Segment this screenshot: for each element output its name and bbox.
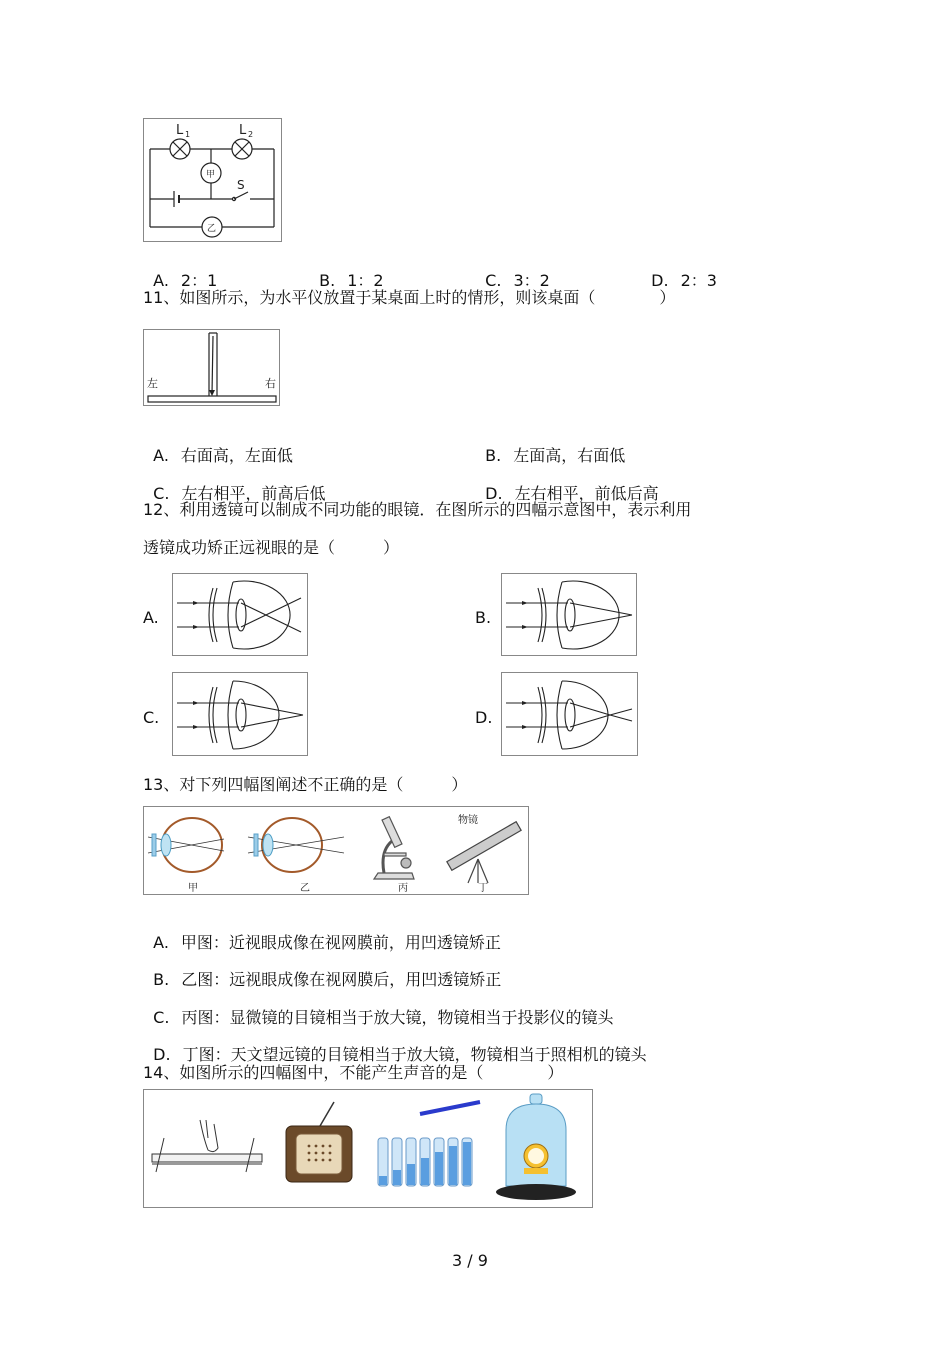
q11-option-b[interactable]: B. 左面高，右面低: [485, 446, 626, 465]
q14-stem: 14、如图所示的四幅图中，不能产生声音的是（ ）: [143, 1063, 564, 1082]
eye-diagram-d: [502, 673, 637, 755]
q12-option-b-eye[interactable]: [501, 573, 637, 656]
q12-option-d-letter[interactable]: D.: [475, 708, 493, 727]
q13-option-a[interactable]: A. 甲图：近视眼成像在视网膜前，用凹透镜矫正: [153, 933, 501, 952]
q10-option-d[interactable]: D. 2：3: [651, 271, 717, 290]
meter-jia-label: 甲: [206, 170, 216, 180]
eye-diagram-b: [502, 574, 636, 655]
switch-label: S: [237, 178, 245, 192]
q12-option-a-letter[interactable]: A.: [143, 608, 159, 627]
q12-stem-line2: 透镜成功矫正远视眼的是（ ）: [143, 538, 400, 557]
right-label: 右: [265, 377, 276, 390]
eye-diagram-c: [173, 673, 307, 755]
eye-diagram-a: [173, 574, 307, 655]
left-label: 左: [147, 377, 158, 390]
objective-label: 物镜: [458, 815, 478, 826]
q12-option-d-eye[interactable]: [501, 672, 638, 756]
circuit-figure: [143, 118, 282, 242]
q10-option-c[interactable]: C. 3：2: [485, 271, 550, 290]
q13-option-c[interactable]: C. 丙图：显微镜的目镜相当于放大镜，物镜相当于投影仪的镜头: [153, 1008, 614, 1027]
q12-option-c-eye[interactable]: [172, 672, 308, 756]
jia-label: 甲: [188, 883, 198, 894]
page-number: 3 / 9: [452, 1251, 488, 1270]
sound-figure: [143, 1089, 593, 1208]
bottles-image: [378, 1102, 480, 1186]
optics-figure: [143, 806, 529, 895]
ruler-image: [152, 1120, 262, 1172]
ding-label: 丁: [478, 883, 488, 894]
lamp-l2-label: L: [239, 123, 247, 138]
meter-yi-label: 乙: [207, 224, 217, 234]
q11-option-c[interactable]: C. 左右相平，前高后低: [153, 484, 326, 503]
q13-option-b[interactable]: B. 乙图：远视眼成像在视网膜后，用凹透镜矫正: [153, 970, 502, 989]
q12-option-c-letter[interactable]: C.: [143, 708, 160, 727]
svg-text:1: 1: [185, 130, 191, 139]
lamp-l1-label: L: [176, 123, 184, 138]
q11-option-d[interactable]: D. 左右相平，前低后高: [485, 484, 659, 503]
circuit-diagram: [144, 119, 281, 241]
q10-option-a[interactable]: A. 2：1: [153, 271, 218, 290]
q11-option-a[interactable]: A. 右面高，左面低: [153, 446, 293, 465]
optics-diagram: [144, 807, 528, 894]
level-figure: [143, 329, 280, 406]
q13-option-d[interactable]: D. 丁图：天文望远镜的目镜相当于放大镜，物镜相当于照相机的镜头: [153, 1045, 647, 1064]
q13-stem: 13、对下列四幅图阐述不正确的是（ ）: [143, 775, 468, 794]
q10-option-b[interactable]: B. 1：2: [319, 271, 384, 290]
svg-text:2: 2: [248, 130, 254, 139]
bing-label: 丙: [398, 883, 408, 894]
radio-image: [286, 1102, 352, 1182]
spirit-level-diagram: [144, 330, 279, 405]
bell-jar-image: [496, 1094, 576, 1200]
sound-sources-diagram: [144, 1090, 592, 1207]
q12-option-b-letter[interactable]: B.: [475, 608, 492, 627]
q12-stem-line1: 12、利用透镜可以制成不同功能的眼镜．在图所示的四幅示意图中，表示利用: [143, 500, 692, 519]
yi-label: 乙: [300, 883, 310, 894]
q12-option-a-eye[interactable]: [172, 573, 308, 656]
q11-stem: 11、如图所示，为水平仪放置于某桌面上时的情形，则该桌面（ ）: [143, 288, 676, 307]
